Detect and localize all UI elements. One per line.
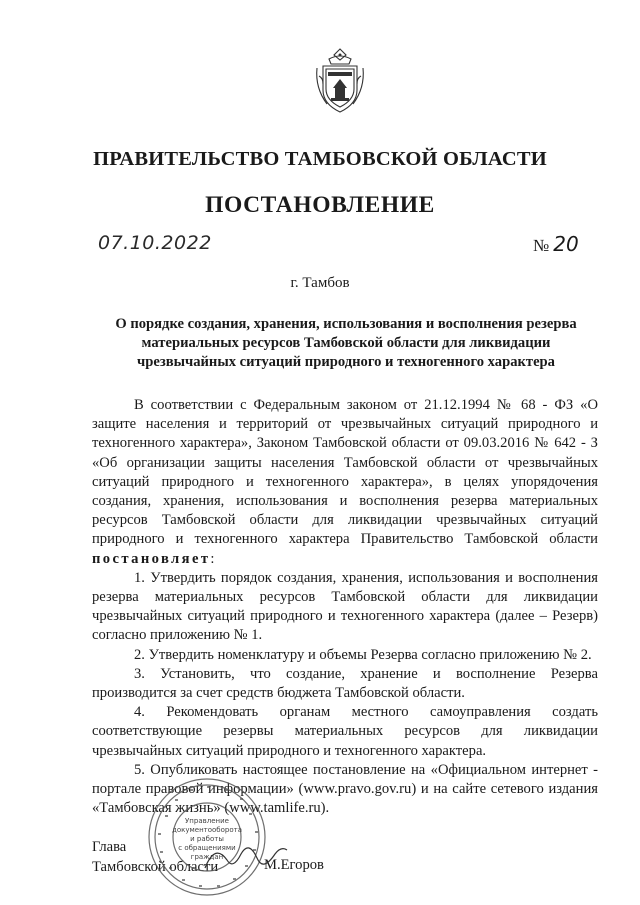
signatory-name: М.Егоров: [264, 857, 324, 873]
list-item: 4. Рекомендовать органам местного самоуправления создать соответствующие резервы материальных ресурсов для ликвидации чрезвычайных ситуаций природного и техногенного характера.: [92, 704, 598, 759]
decree-colon: :: [210, 550, 215, 567]
list-item: 5. Опубликовать настоящее постановление на «Официальном интернет - портале правовой информации» (www.pravo.gov.ru) и на сайте сетевого издания «Тамбовская жизнь» (www.tamlife.ru).: [92, 761, 598, 817]
document-type: ПОСТАНОВЛЕНИЕ: [205, 192, 435, 218]
organization-title: ПРАВИТЕЛЬСТВО ТАМБОВСКОЙ ОБЛАСТИ: [93, 148, 547, 170]
coat-of-arms-icon: [313, 46, 367, 116]
intro-text: В соответствии с Федеральным законом от 21.12.1994 № 68 - ФЗ «О защите населения и территорий от чрезвычайных ситуаций природного и техногенного характера», Законом Тамбовской области от 09.03.2016 № 642 - З «Об организации защиты населения Тамбовской области от чрезвычайных ситуаций природного и техногенного характера», в целях упорядочения создания, хранения, использования и восполнения резерва материальных ресурсов Тамбовской области для ликвидации чрезвычайных ситуаций природного и техногенного характера Правительство Тамбовской области: [92, 397, 598, 548]
city-line: г. Тамбов: [290, 275, 350, 291]
stamp-line-2: документооборота: [172, 826, 242, 834]
list-item: 3. Установить, что создание, хранение и восполнение Резерва производится за счет средств бюджета Тамбовской области.: [92, 665, 598, 702]
document-number: [533, 232, 579, 256]
office-stamp: [145, 775, 269, 899]
stamp-line-5: граждан: [190, 853, 224, 861]
list-item: 1. Утвердить порядок создания, хранения, использования и восполнения резерва материальных ресурсов Тамбовской области для ликвидации чрезвычайных ситуаций природного и техногенного характера (далее – Резерв) согласно приложению № 1.: [92, 569, 598, 644]
handwritten-date: 07.10.2022: [98, 232, 212, 254]
position-line-1: Глава: [92, 839, 127, 855]
document-body: [92, 396, 598, 818]
stamp-line-3: и работы: [190, 835, 224, 843]
stamp-line-1: Управление: [185, 817, 229, 825]
intro-paragraph: [92, 396, 598, 569]
document-subject: О порядке создания, хранения, использования и восполнения резерва материальных ресурсов Тамбовской области для ликвидации чрезвычайных ситуаций природного и техногенного характера: [115, 316, 577, 370]
handwritten-signature: [200, 838, 290, 878]
stamp-line-4: с обращениями: [178, 844, 236, 852]
list-item: 2. Утвердить номенклатуру и объемы Резерва согласно приложению № 2.: [134, 646, 592, 663]
handwritten-number: 20: [553, 232, 579, 256]
position-line-2: Тамбовской области: [92, 858, 219, 875]
number-label: №: [533, 236, 550, 255]
decree-word: постановляет: [92, 550, 211, 567]
